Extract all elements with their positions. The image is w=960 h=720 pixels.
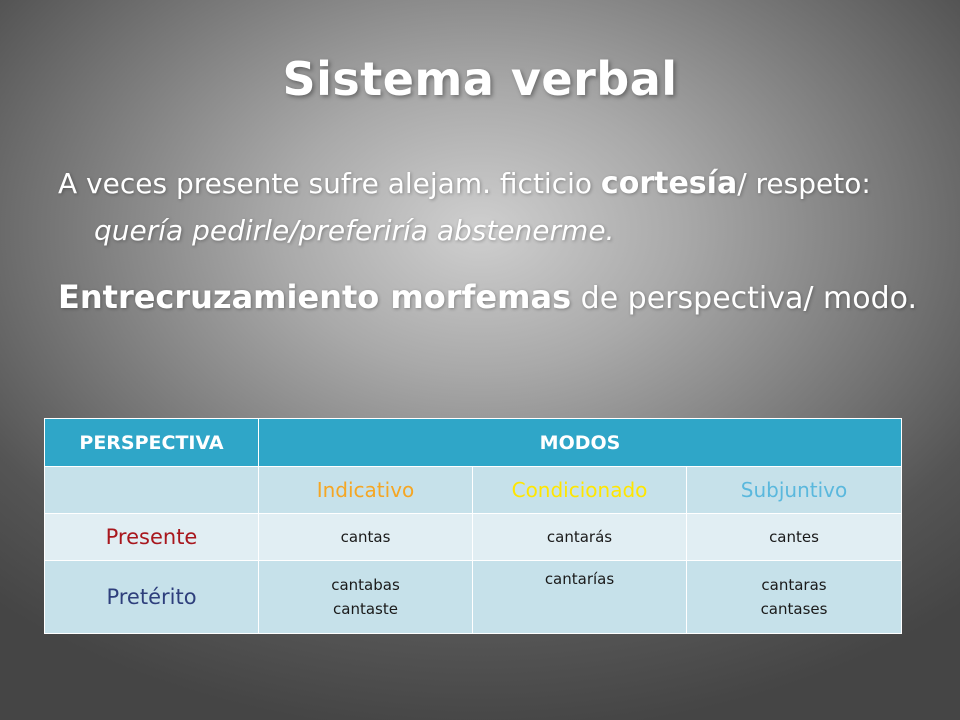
- emphasis-morfemas: Entrecruzamiento morfemas: [58, 278, 572, 316]
- perspective-preterito: Pretérito: [45, 561, 259, 634]
- table-row-modes: [45, 467, 902, 514]
- form-cell: [473, 561, 687, 634]
- empty-cell: [45, 467, 259, 514]
- table-header-row: [45, 419, 902, 467]
- verb-form: cantarás: [546, 528, 613, 546]
- table-row-presente: [45, 514, 902, 561]
- slide-title: Sistema verbal: [282, 52, 678, 106]
- header-modos: MODOS: [259, 419, 902, 467]
- mode-indicativo: Indicativo: [259, 467, 473, 514]
- emphasis-cortesia: cortesía: [600, 166, 738, 201]
- verb-form: cantabas: [331, 576, 400, 594]
- verb-form: cantaras: [761, 576, 827, 594]
- mode-condicionado: Condicionado: [473, 467, 687, 514]
- verb-form: cantarías: [544, 570, 615, 588]
- verb-form: cantases: [760, 600, 828, 618]
- verbal-system-table: [44, 418, 902, 634]
- table-row-preterito: [45, 561, 902, 634]
- header-perspectiva: PERSPECTIVA: [45, 419, 259, 467]
- form-cell: [259, 514, 473, 561]
- paragraph-cortesia: [58, 160, 928, 254]
- paragraph-morfemas: [58, 272, 928, 324]
- form-cell: [687, 561, 902, 634]
- mode-subjuntivo: Subjuntivo: [687, 467, 902, 514]
- paragraph-text: de perspectiva/ modo.: [571, 281, 918, 316]
- paragraph-text: / respeto:: [737, 167, 871, 200]
- form-cell: [687, 514, 902, 561]
- perspective-presente: Presente: [45, 514, 259, 561]
- form-cell: [473, 514, 687, 561]
- verb-form: cantas: [340, 528, 391, 546]
- form-cell: [259, 561, 473, 634]
- verb-form: cantaste: [333, 600, 398, 618]
- example-text: quería pedirle/preferiría abstenerme.: [94, 214, 615, 247]
- paragraph-text: A veces presente sufre alejam. ficticio: [58, 167, 601, 200]
- verb-form: cantes: [769, 528, 819, 546]
